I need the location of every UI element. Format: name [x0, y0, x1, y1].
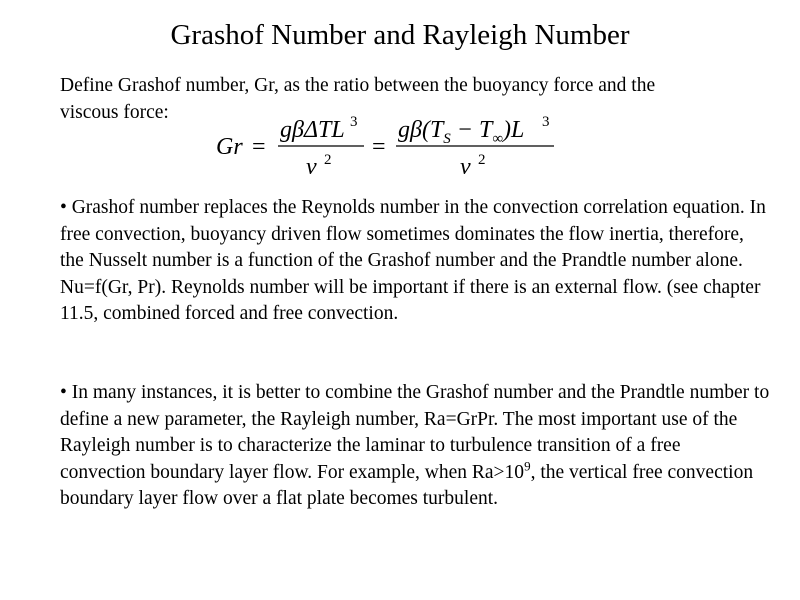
equation-svg — [216, 112, 566, 192]
eq-num2-a — [398, 117, 524, 147]
eq-den2: ν — [460, 154, 471, 180]
paragraph-rayleigh-exponent: 9 — [524, 458, 531, 473]
paragraph-rayleigh — [60, 380, 770, 513]
intro-line-2: viscous force: — [60, 101, 169, 123]
paragraph-grashof: • Grashof number replaces the Reynolds number in the convection correlation equation. In free convection, buoyancy driven flow sometimes dominates the flow inertia, therefore, the Nusselt number is a function of the Grashof number and the Prandtle number alone. Nu=f(Gr, Pr). Reynolds number will be important if there is an external flow. (see chapter 11.5, combined forced and free convection. — [60, 197, 766, 324]
eq-den2-exp: 2 — [478, 152, 486, 168]
eq-equals-1: = — [252, 134, 266, 160]
eq-den1-exp: 2 — [324, 152, 332, 168]
eq-lhs: Gr — [216, 134, 243, 160]
grashof-equation — [216, 112, 566, 192]
eq-num2-sub-inf: ∞ — [492, 131, 504, 147]
eq-num2-minus: − T — [450, 117, 493, 143]
paragraph-rayleigh-before: • In many instances, it is better to combine the Grashof number and the Prandtle number to define a new parameter, the Rayleigh number, Ra=GrPr. The most important use of the Rayleigh number is to characterize the laminar to turbulence transition of a free convection boundary layer flow. For example, when Ra>10 — [60, 382, 770, 483]
eq-num2-part-a: gβ(T — [398, 117, 444, 143]
eq-num2-part-b: )L — [503, 117, 525, 143]
eq-num2-sub-s: S — [443, 131, 451, 147]
intro-line-1: Define Grashof number, Gr, as the ratio between the buoyancy force and the — [60, 75, 656, 96]
eq-equals-2: = — [372, 134, 386, 160]
paragraph-rayleigh-after: , the vertical free convection boundary layer flow over a flat plate becomes turbulent. — [60, 461, 754, 509]
eq-num1-exp: 3 — [350, 114, 358, 130]
eq-num2-exp: 3 — [542, 114, 550, 130]
eq-num1: gβΔTL — [280, 117, 345, 143]
slide-title: Grashof Number and Rayleigh Number — [170, 19, 630, 51]
eq-den1: ν — [306, 154, 317, 180]
